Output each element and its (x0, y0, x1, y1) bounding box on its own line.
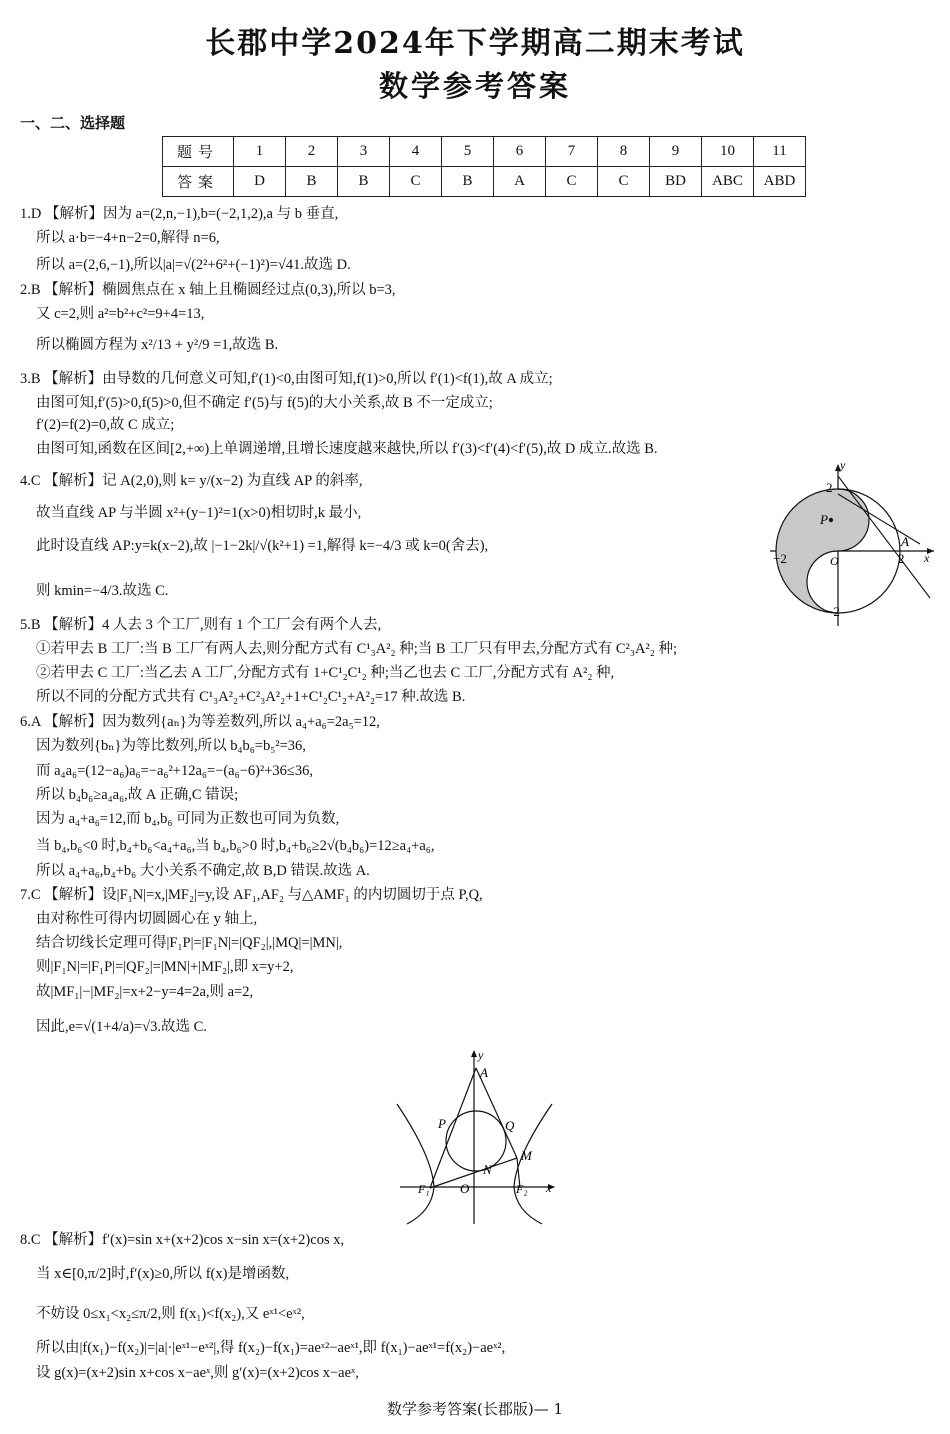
table-cell: 10 (702, 137, 754, 167)
label-neg-two-bottom: −2 (826, 604, 840, 619)
solution-line: 1.D 【解析】因为 a=(2,n,−1),b=(−2,1,2),a 与 b 垂直, (20, 206, 339, 222)
answer-table (162, 136, 806, 197)
table-row (163, 137, 806, 167)
label-p: P (820, 512, 828, 527)
table-cell: 5 (442, 137, 494, 167)
solution-line: 则|F₁N|=|F₁P|=|QF₂|=|MN|+|MF₂|,即 x=y+2, (36, 959, 294, 975)
solution-line: 所以由|f(x₁)−f(x₂)|=|a|·|eˣ¹−eˣ²|,得 f(x₂)−f(x₁)=aeˣ²−aeˣ¹,即 f(x₁)−aeˣ¹=f(x₂)−aeˣ², (36, 1340, 506, 1356)
solution-line: 所以不同的分配方式共有 C¹₃A²₂+C²₃A²₂+1+C¹₂C¹₂+A²₂=17 种.故选 B. (36, 689, 466, 705)
table-cell: D (234, 167, 286, 197)
solution-line: f′(2)=f(2)=0,故 C 成立; (36, 417, 175, 433)
table-cell: ABD (754, 167, 806, 197)
solution-line: 此时设直线 AP:y=k(x−2),故 |−1−2k|/√(k²+1) =1,解得 k=−4/3 或 k=0(舍去), (36, 538, 489, 554)
table-cell: C (546, 167, 598, 197)
solution-line: 设 g(x)=(x+2)sin x+cos x−aeˣ,则 g′(x)=(x+2)cos x−aeˣ, (36, 1365, 359, 1381)
table-cell: B (442, 167, 494, 197)
solution-line: 结合切线长定理可得|F₁P|=|F₁N|=|QF₂|,|MQ|=|MN|, (36, 935, 343, 951)
table-cell: 3 (338, 137, 390, 167)
section-heading: 一、二、选择题 (20, 114, 126, 132)
page-subtitle: 数学参考答案 (378, 69, 571, 103)
solution-line: 5.B 【解析】4 人去 3 个工厂,则有 1 个工厂会有两个人去, (20, 617, 382, 633)
label-m: M (521, 1148, 532, 1163)
table-cell: 1 (234, 137, 286, 167)
solution-line: 不妨设 0≤x₁<x₂≤π/2,则 f(x₁)<f(x₂),又 eˣ¹<eˣ², (36, 1306, 305, 1322)
table-row (163, 167, 806, 197)
label-y: y (840, 458, 846, 472)
label-o: O (460, 1181, 470, 1196)
solution-line: 由对称性可得内切圆圆心在 y 轴上, (36, 911, 258, 927)
solution-line: 而 a₄a₆=(12−a₆)a₆=−a₆²+12a₆=−(a₆−6)²+36≤36, (36, 763, 314, 779)
table-cell: 9 (650, 137, 702, 167)
label-a: A (480, 1065, 488, 1080)
solution-line: 当 x∈[0,π/2]时,f′(x)≥0,所以 f(x)是增函数, (36, 1266, 290, 1282)
solution-line: ①若甲去 B 工厂:当 B 工厂有两人去,则分配方式有 C¹₃A²₂ 种;当 B 工厂只有甲去,分配方式有 C²₃A²₂ 种; (36, 641, 677, 657)
table-cell: 4 (390, 137, 442, 167)
solution-line: 因此,e=√(1+4/a)=√3.故选 C. (36, 1019, 207, 1035)
table-cell: B (338, 167, 390, 197)
table-cell: 6 (494, 137, 546, 167)
label-a: A (901, 534, 909, 549)
label-o: O (830, 554, 839, 568)
solution-line: 则 kmin=−4/3.故选 C. (36, 583, 169, 599)
label-q: Q (505, 1118, 515, 1133)
table-cell: B (286, 167, 338, 197)
solution-line: 由图可知,f′(5)>0,f(5)>0,但不确定 f′(5)与 f(5)的大小关系,故 B 不一定成立; (36, 395, 493, 411)
label-f1: F₁ (418, 1182, 430, 1196)
solution-line: 故|MF₁|−|MF₂|=x+2−y=4=2a,则 a=2, (36, 984, 254, 1000)
table-cell: 2 (286, 137, 338, 167)
figure-semicircle-diagram (768, 458, 938, 628)
solution-line: 7.C 【解析】设|F₁N|=x,|MF₂|=y,设 AF₁,AF₂ 与△AMF₁ 的内切圆切于点 P,Q, (20, 887, 483, 903)
table-cell: BD (650, 167, 702, 197)
solution-line: 6.A 【解析】因为数列{aₙ}为等差数列,所以 a₄+a₆=2a₅=12, (20, 714, 380, 730)
label-neg-two-left: −2 (773, 551, 787, 566)
solution-line: 所以椭圆方程为 x²/13 + y²/9 =1,故选 B. (36, 337, 279, 353)
figure-hyperbola-diagram (392, 1046, 562, 1226)
row-label-answer: 答案 (163, 167, 234, 197)
solution-line: 由图可知,函数在区间[2,+∞)上单调递增,且增长速度越来越快,所以 f′(3)<f′(4)<f′(5),故 D 成立.故选 B. (36, 441, 658, 457)
table-cell: C (598, 167, 650, 197)
table-cell: A (494, 167, 546, 197)
solution-line: 所以 a₄+a₆,b₄+b₆ 大小关系不确定,故 B,D 错误.故选 A. (36, 863, 370, 879)
solution-line: 2.B 【解析】椭圆焦点在 x 轴上且椭圆经过点(0,3),所以 b=3, (20, 282, 396, 298)
label-n: N (483, 1162, 492, 1177)
label-x: x (924, 551, 930, 565)
solution-line: 3.B 【解析】由导数的几何意义可知,f′(1)<0,由图可知,f(1)>0,所以 f′(1)<f(1),故 A 成立; (20, 371, 553, 387)
solution-line: 当 b₄,b₆<0 时,b₄+b₆<a₄+a₆,当 b₄,b₆>0 时,b₄+b₆≥2√(b₄b₆)=12≥a₄+a₆, (36, 838, 435, 854)
solution-line: 4.C 【解析】记 A(2,0),则 k= y/(x−2) 为直线 AP 的斜率, (20, 473, 363, 489)
solution-line: 故当直线 AP 与半圆 x²+(y−1)²=1(x>0)相切时,k 最小, (36, 505, 362, 521)
table-cell: ABC (702, 167, 754, 197)
label-x: x (546, 1181, 552, 1195)
label-two-top: 2 (826, 480, 833, 495)
row-label-number: 题号 (163, 137, 234, 167)
label-f2: F₂ (516, 1182, 528, 1196)
table-cell: C (390, 167, 442, 197)
page-footer: 数学参考答案(长郡版)— 1 (386, 1400, 564, 1418)
label-two-right: 2 (898, 551, 905, 566)
table-cell: 7 (546, 137, 598, 167)
solution-line: 所以 a=(2,6,−1),所以|a|=√(2²+6²+(−1)²)=√41.故选 D. (36, 257, 351, 273)
solution-line: 所以 b₄b₆≥a₄a₆,故 A 正确,C 错误; (36, 787, 239, 803)
table-cell: 8 (598, 137, 650, 167)
solution-line: 因为数列{bₙ}为等比数列,所以 b₄b₆=b₅²=36, (36, 738, 306, 754)
solution-line: 所以 a·b=−4+n−2=0,解得 n=6, (36, 230, 220, 246)
label-y: y (478, 1048, 484, 1062)
solution-line: 8.C 【解析】f′(x)=sin x+(x+2)cos x−sin x=(x+2)cos x, (20, 1232, 345, 1248)
page-title: 长郡中学2024年下学期高二期末考试 (205, 26, 745, 61)
solution-line: 因为 a₄+a₆=12,而 b₄,b₆ 可同为正数也可同为负数, (36, 811, 340, 827)
label-p: P (438, 1116, 446, 1131)
solution-line: 又 c=2,则 a²=b²+c²=9+4=13, (36, 306, 205, 322)
solution-line: ②若甲去 C 工厂:当乙去 A 工厂,分配方式有 1+C¹₂C¹₂ 种;当乙也去 C 工厂,分配方式有 A²₂ 种, (36, 665, 615, 681)
table-cell: 11 (754, 137, 806, 167)
